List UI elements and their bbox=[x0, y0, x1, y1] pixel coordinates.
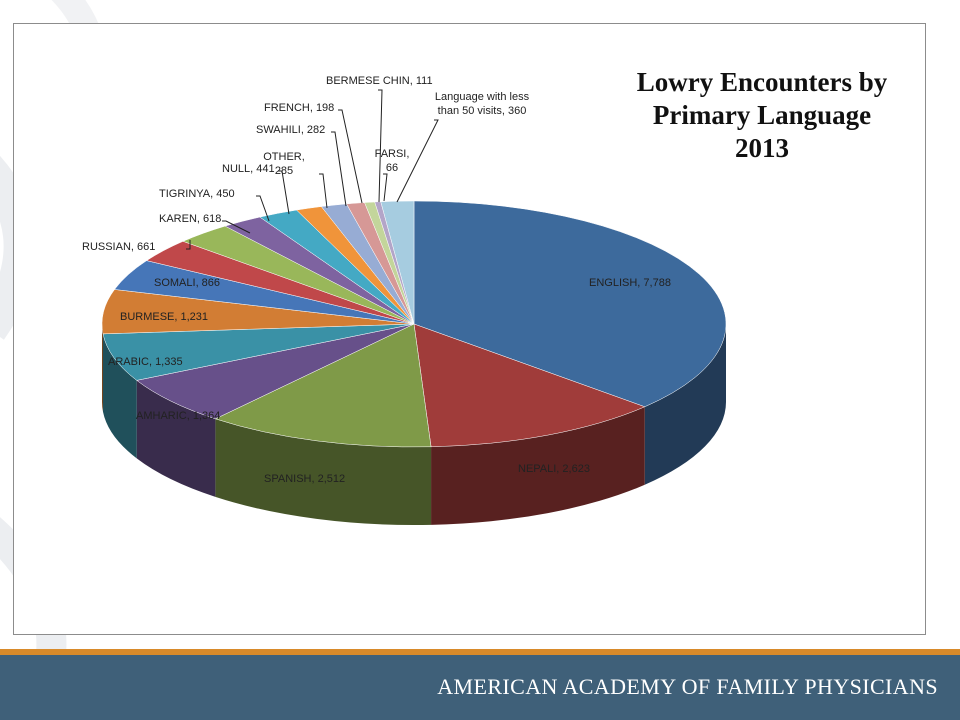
data-label-arabic: ARABIC, 1,335 bbox=[108, 356, 183, 368]
chart-title-line: Lowry Encounters by bbox=[636, 67, 888, 97]
data-label-french: FRENCH, 198 bbox=[264, 102, 335, 114]
data-label-other: OTHER, 285 bbox=[263, 151, 305, 177]
leader-line-bermese-chin bbox=[378, 90, 382, 202]
data-label-spanish: SPANISH, 2,512 bbox=[264, 473, 346, 485]
data-label-amharic: AMHARIC, 1,364 bbox=[136, 410, 221, 422]
leader-line-french bbox=[338, 110, 362, 203]
data-label-tigrinya: TIGRINYA, 450 bbox=[159, 188, 235, 200]
data-label-bermese-chin: BERMESE CHIN, 111 bbox=[326, 75, 433, 87]
chart-title-line: 2013 bbox=[735, 133, 789, 163]
data-label-null: NULL, 441 bbox=[222, 163, 275, 175]
data-label-swahili: SWAHILI, 282 bbox=[256, 124, 326, 136]
data-label-russian: RUSSIAN, 661 bbox=[82, 241, 156, 253]
data-label-english: ENGLISH, 7,788 bbox=[589, 277, 671, 289]
chart-frame bbox=[13, 23, 926, 635]
data-label-farsi: FARSI, 66 bbox=[374, 148, 410, 174]
leader-line-farsi bbox=[383, 174, 387, 201]
leader-line-null bbox=[278, 171, 289, 214]
leader-line-swahili bbox=[331, 132, 346, 206]
data-label-somali: SOMALI, 866 bbox=[154, 277, 221, 289]
data-label-burmese: BURMESE, 1,231 bbox=[120, 311, 209, 323]
footer-organization-name: AMERICAN ACADEMY OF FAMILY PHYSICIANS bbox=[437, 674, 938, 699]
data-label-nepali: NEPALI, 2,623 bbox=[518, 463, 590, 475]
data-label-karen: KAREN, 618 bbox=[159, 213, 222, 225]
chart-title-line: Primary Language bbox=[652, 100, 872, 130]
chart-title bbox=[602, 66, 922, 165]
data-label-language-with-less-than-50-visits: Language with less than 50 visits, 360 bbox=[434, 91, 530, 117]
pie-side-burmese bbox=[102, 324, 103, 412]
leader-line-other bbox=[319, 174, 327, 208]
leader-line-language-with-less-than-50-visits bbox=[397, 120, 438, 202]
